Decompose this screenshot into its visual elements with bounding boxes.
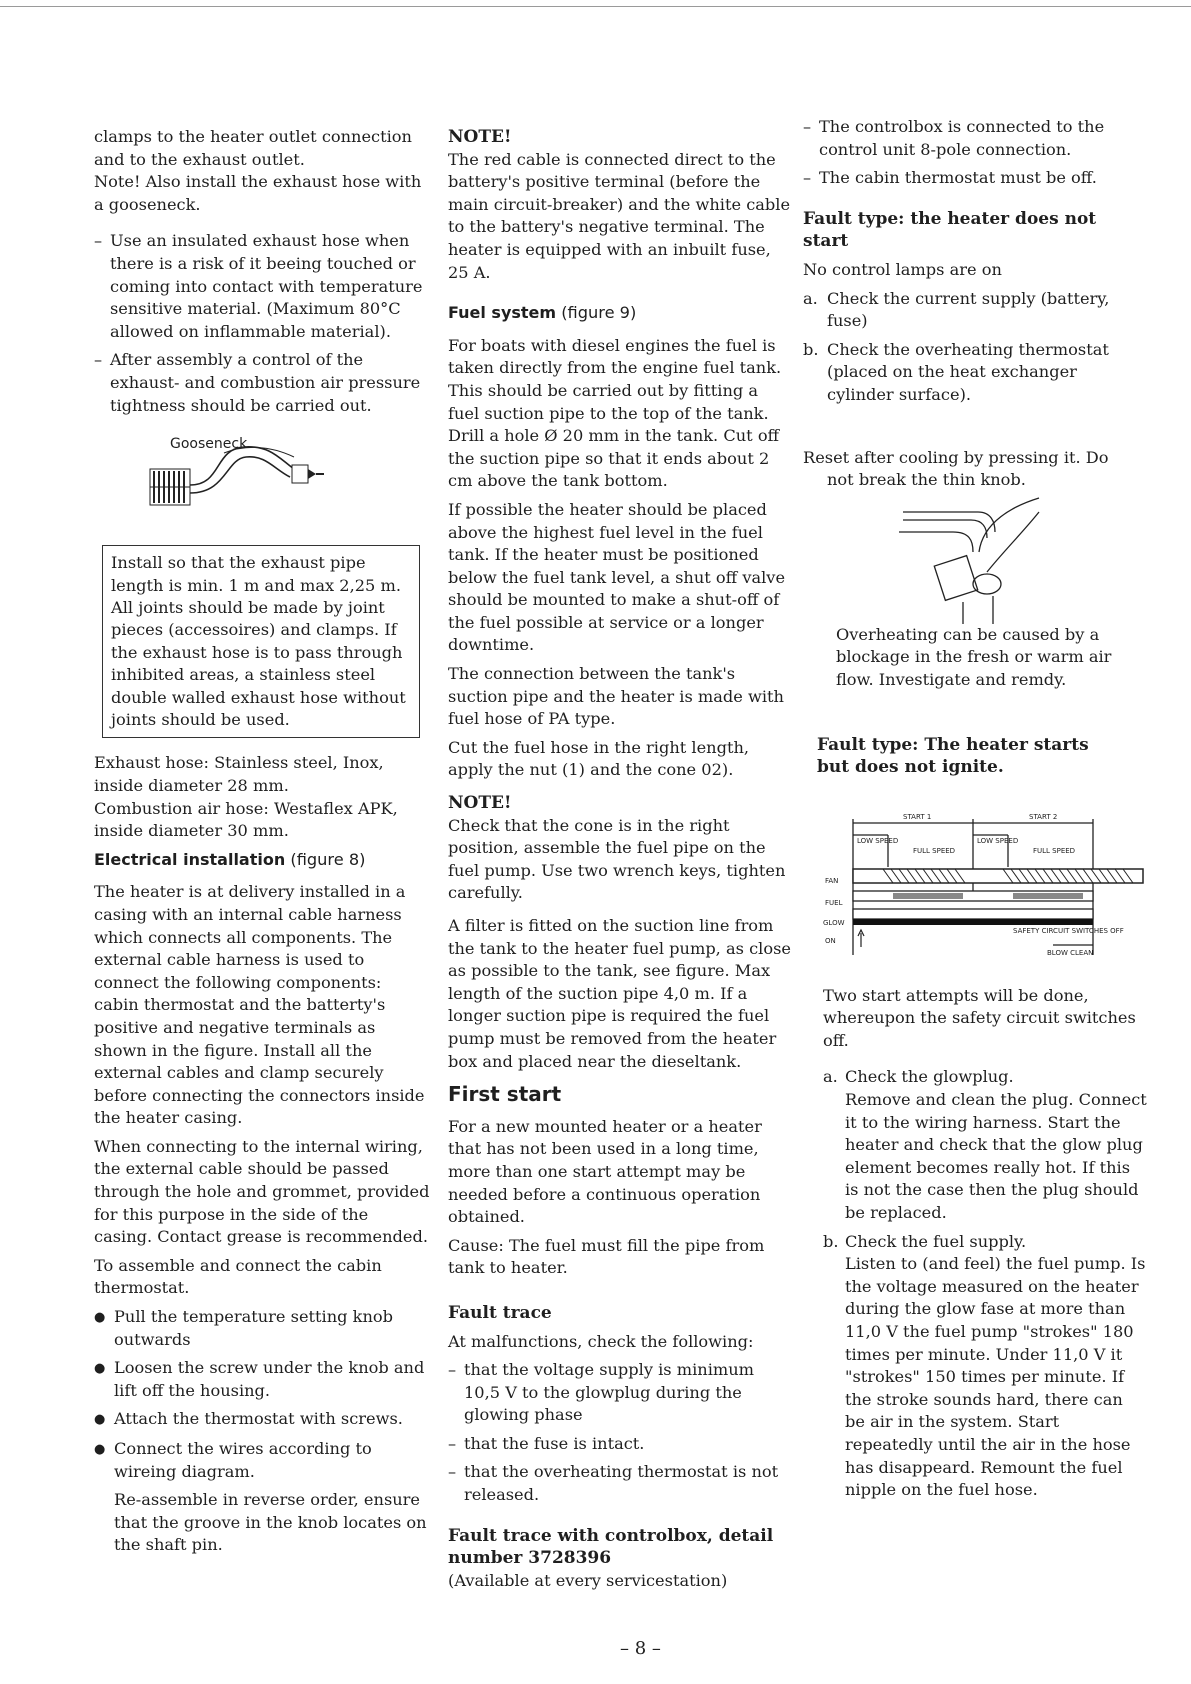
- electrical-heading: Electrical installation (figure 8): [94, 849, 366, 869]
- gooseneck-label: Gooseneck: [170, 436, 248, 453]
- gooseneck-note: Note! Also install the exhaust hose with a gooseneck.: [94, 172, 422, 214]
- note-heading: NOTE!: [448, 127, 512, 147]
- list-item: b. Check the fuel supply. Listen to (and feel) the fuel pump. Is the voltage measured on the heater during the glow fase at more than 11,0 V the fuel pump "strokes" 180 times per minute. Under 11,0 V it "strokes" 150 times per minute. If the stroke sounds hard, there can be air in the system. Start repeatedly until the air in the hose has disappeard. Remount the fuel nipple on the fuel hose.: [823, 1231, 1146, 1500]
- bullet-icon: ●: [94, 1412, 106, 1428]
- fuel-system-heading: Fuel system (figure 9): [448, 303, 637, 323]
- paragraph: To assemble and connect the cabin thermostat.: [94, 1255, 382, 1298]
- low-speed-label: LOW SPEED: [857, 836, 899, 845]
- glow-bar-fill: [853, 919, 1093, 925]
- top-rule: [0, 6, 1191, 7]
- fault-type-heading: Fault type: The heater starts but does not ignite.: [817, 734, 1089, 778]
- dash-item: – The cabin thermostat must be off.: [803, 168, 1097, 188]
- paragraph: Two start attempts will be done, whereupon the safety circuit switches off.: [823, 985, 1136, 1050]
- paragraph: For a new mounted heater or a heater that has not been used in a long time, more than one start attempt may be needed before a continuous operation obtained.: [448, 1116, 762, 1227]
- combustion-hose-spec: Combustion air hose: Westaflex APK, inside diameter 30 mm.: [94, 798, 398, 841]
- reassemble-paragraph: Re-assemble in reverse order, ensure that the groove in the knob locates on the shaft pin.: [114, 1490, 427, 1555]
- paragraph: The connection between the tank's suction pipe and the heater is made with fuel hose of PA type.: [448, 664, 784, 729]
- heater-block-icon: [150, 469, 190, 505]
- start2-label: START 2: [1029, 812, 1058, 821]
- start1-label: START 1: [903, 812, 932, 821]
- bullet-item: ● Pull the temperature setting knob outwards: [94, 1306, 430, 1351]
- glow-label: GLOW: [823, 918, 845, 927]
- glow-bar: [853, 909, 1093, 919]
- paragraph: The heater is at delivery installed in a casing with an internal cable harness which connects all components. The external cable harness is used to connect the following components:: [94, 882, 406, 992]
- reset-button-icon: [899, 498, 1039, 624]
- fault-trace-heading: Fault trace: [448, 1302, 552, 1323]
- availability-note: (Available at every servicestation): [448, 1570, 728, 1590]
- column-right: [803, 116, 1147, 1502]
- dash-item: – that the overheating thermostat is not released.: [448, 1462, 779, 1505]
- paragraph: If possible the heater should be placed above the highest fuel level in the fuel tank. If the heater must be positioned below the fuel tank level, a shut off valve should be mounted to make a shut-off of the fuel possible at service or a longer downtime.: [448, 499, 786, 655]
- full-speed-label: FULL SPEED: [1033, 846, 1076, 855]
- first-start-heading: First start: [448, 1082, 562, 1107]
- dash-item: – that the fuse is intact.: [448, 1433, 645, 1453]
- dash-item: – Use an insulated exhaust hose when there is a risk of it beeing touched or coming into contact with temperature sensitive material. (Maximum 80°C allowed on inflammable material).: [94, 231, 423, 341]
- on-label: ON: [825, 936, 836, 945]
- dash-item: – that the voltage supply is minimum 10,5 V to the glowplug during the glowing phase: [448, 1360, 755, 1425]
- thermostat-figure: [803, 492, 1147, 632]
- overheating-paragraph: Overheating can be caused by a blockage in the fresh or warm air flow. Investigate and remdy.: [836, 624, 1112, 689]
- bullet-item: ● Loosen the screw under the knob and lift off the housing.: [94, 1357, 430, 1402]
- fuel-label: FUEL: [825, 898, 843, 907]
- paragraph: Cut the fuel hose in the right length, apply the nut (1) and the cone 02).: [448, 737, 750, 780]
- dash-item: – After assembly a control of the exhaust- and combustion air pressure tightness should be carried out.: [94, 350, 421, 415]
- column-middle: [448, 126, 794, 1592]
- paragraph: cabin thermostat and the batterty's positive and negative terminals as shown in the figure. Install all the external cables and clamp securely before connecting the connectors inside the heater casing.: [94, 995, 425, 1128]
- start-sequence-chart: [803, 805, 1147, 1005]
- bullet-item: ● Connect the wires according to wireing diagram.: [94, 1438, 430, 1483]
- paragraph: At malfunctions, check the following:: [448, 1331, 754, 1351]
- gooseneck-figure: [94, 429, 430, 541]
- paragraph: When connecting to the internal wiring, the external cable should be passed through the hole and grommet, provided for this purpose in the side of the casing. Contact grease is recommended.: [94, 1136, 430, 1247]
- safety-label: SAFETY CIRCUIT SWITCHES OFF: [1013, 926, 1124, 935]
- bullet-item: ● Attach the thermostat with screws.: [94, 1408, 430, 1432]
- exhaust-hose-spec: Exhaust hose: Stainless steel, Inox, inside diameter 28 mm.: [94, 753, 384, 795]
- gooseneck-drawing: [94, 429, 414, 541]
- paragraph: A filter is fitted on the suction line from the tank to the heater fuel pump, as close as possible to the tank, see figure. Max length of the suction pipe 4,0 m. If a longer suction pipe is required the fuel pump must be removed from the heater box and placed near the dieseltank.: [448, 916, 791, 1071]
- fuel-pulse-1: [893, 893, 963, 899]
- reset-paragraph: Reset after cooling by pressing it. Do not break the thin knob.: [803, 447, 1109, 490]
- column-left: [94, 126, 430, 1557]
- paragraph: For boats with diesel engines the fuel is taken directly from the engine fuel tank. This should be carried out by fitting a fuel suction pipe to the top of the tank. Drill a hole Ø 20 mm in the tank. Cut off the suction pipe so that it ends about 2 cm above the tank bottom.: [448, 335, 782, 491]
- note-heading: NOTE!: [448, 793, 512, 814]
- exhaust-install-box: Install so that the exhaust pipe length is min. 1 m and max 2,25 m. All joints should be made by joint pieces (accessoires) and clamps. If the exhaust hose is to pass through inhibited areas, a stainless steel double walled exhaust hose without joints should be used.: [102, 545, 420, 738]
- blow-clean-label: BLOW CLEAN: [1047, 948, 1094, 957]
- thermostat-drawing: [803, 492, 1143, 632]
- low-speed-label: LOW SPEED: [977, 836, 1019, 845]
- start-sequence-diagram: [803, 805, 1147, 1005]
- controlbox-heading: Fault trace with controlbox, detail number 3728396: [448, 1525, 774, 1569]
- list-item: a. Check the glowplug. Remove and clean the plug. Connect it to the wiring harness. Start the heater and check that the glow plug element becomes really hot. If this is not the case then the plug should be replaced.: [823, 1067, 1147, 1223]
- bullet-icon: ●: [94, 1442, 106, 1457]
- page-number: – 8 –: [620, 1638, 661, 1659]
- list-item: a. Check the current supply (battery, fuse): [803, 288, 1110, 331]
- paragraph: The red cable is connected direct to the battery's positive terminal (before the main circuit-breaker) and the white cable to the battery's negative terminal. The heater is equipped with an inbuilt fuse, 25 A.: [448, 149, 791, 282]
- dash-item: – The controlbox is connected to the control unit 8-pole connection.: [803, 117, 1105, 159]
- intro-paragraph: clamps to the heater outlet connection and to the exhaust outlet.: [94, 127, 412, 169]
- fan-label: FAN: [825, 876, 839, 885]
- bullet-icon: ●: [94, 1361, 106, 1377]
- paragraph: Check that the cone is in the right position, assemble the fuel pipe on the fuel pump. Use two wrench keys, tighten carefully.: [448, 815, 786, 903]
- fault-type-heading: Fault type: the heater does not start: [803, 208, 1097, 252]
- list-item: b. Check the overheating thermostat (placed on the heat exchanger cylinder surface).: [803, 339, 1109, 404]
- full-speed-label: FULL SPEED: [913, 846, 956, 855]
- paragraph: Cause: The fuel must fill the pipe from tank to heater.: [448, 1235, 765, 1278]
- fuel-pulse-2: [1013, 893, 1083, 899]
- bullet-icon: ●: [94, 1310, 106, 1326]
- paragraph: No control lamps are on: [803, 259, 1002, 279]
